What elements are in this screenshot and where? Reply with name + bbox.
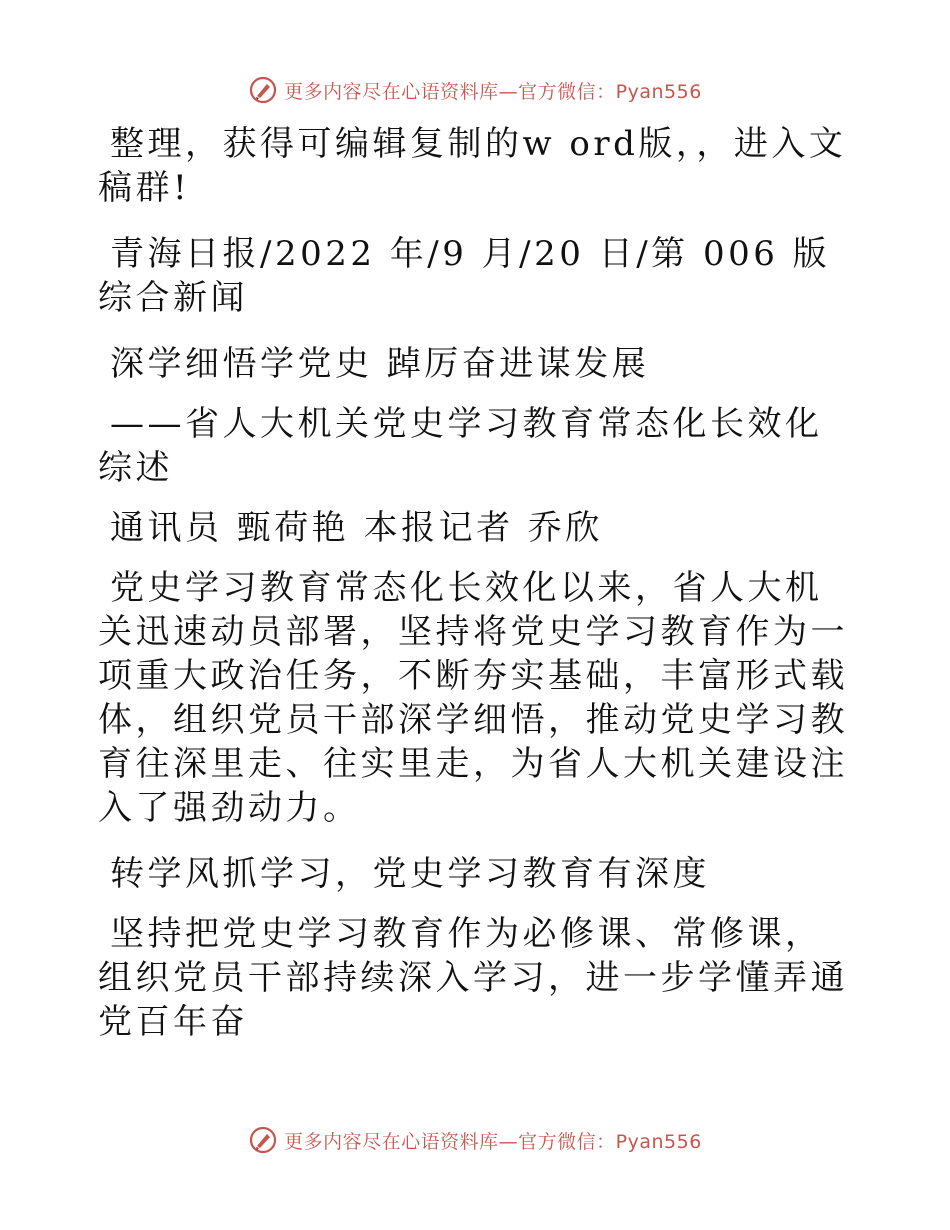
article-title: 深学细悟学党史 踔厉奋进谋发展 <box>110 344 650 384</box>
watermark-text: 更多内容尽在心语资料库—官方微信：Pyan556 <box>284 1130 702 1153</box>
section-heading: 转学风抓学习，党史学习教育有深度 <box>110 854 710 894</box>
source-line: 青海日报/2022 年/9 月/20 日/第 006 版综合新闻 <box>98 234 831 318</box>
document-body <box>98 122 858 1066</box>
pen-nib-logo-icon <box>248 1125 278 1155</box>
watermark-text: 更多内容尽在心语资料库—官方微信：Pyan556 <box>284 80 702 103</box>
body-paragraph: 坚持把党史学习教育作为必修课、常修课，组织党员干部持续深入学习，进一步学懂弄通党百年奋 <box>98 914 848 1042</box>
intro-paragraph: 整理，获得可编辑复制的w ord版，，进入文稿群! <box>98 124 847 208</box>
pen-nib-logo-icon <box>248 75 278 105</box>
watermark-banner-bottom <box>0 1120 950 1160</box>
watermark-banner-top <box>0 70 950 110</box>
body-paragraph: 党史学习教育常态化长效化以来，省人大机关迅速动员部署，坚持将党史学习教育作为一项重大政治任务，不断夯实基础，丰富形式载体，组织党员干部深学细悟，推动党史学习教育往深里走、往实里走，为省人大机关建设注入了强劲动力。 <box>98 568 848 828</box>
article-subtitle: ——省人大机关党史学习教育常态化长效化综述 <box>98 404 823 488</box>
byline: 通讯员 甄荷艳 本报记者 乔欣 <box>110 508 603 548</box>
